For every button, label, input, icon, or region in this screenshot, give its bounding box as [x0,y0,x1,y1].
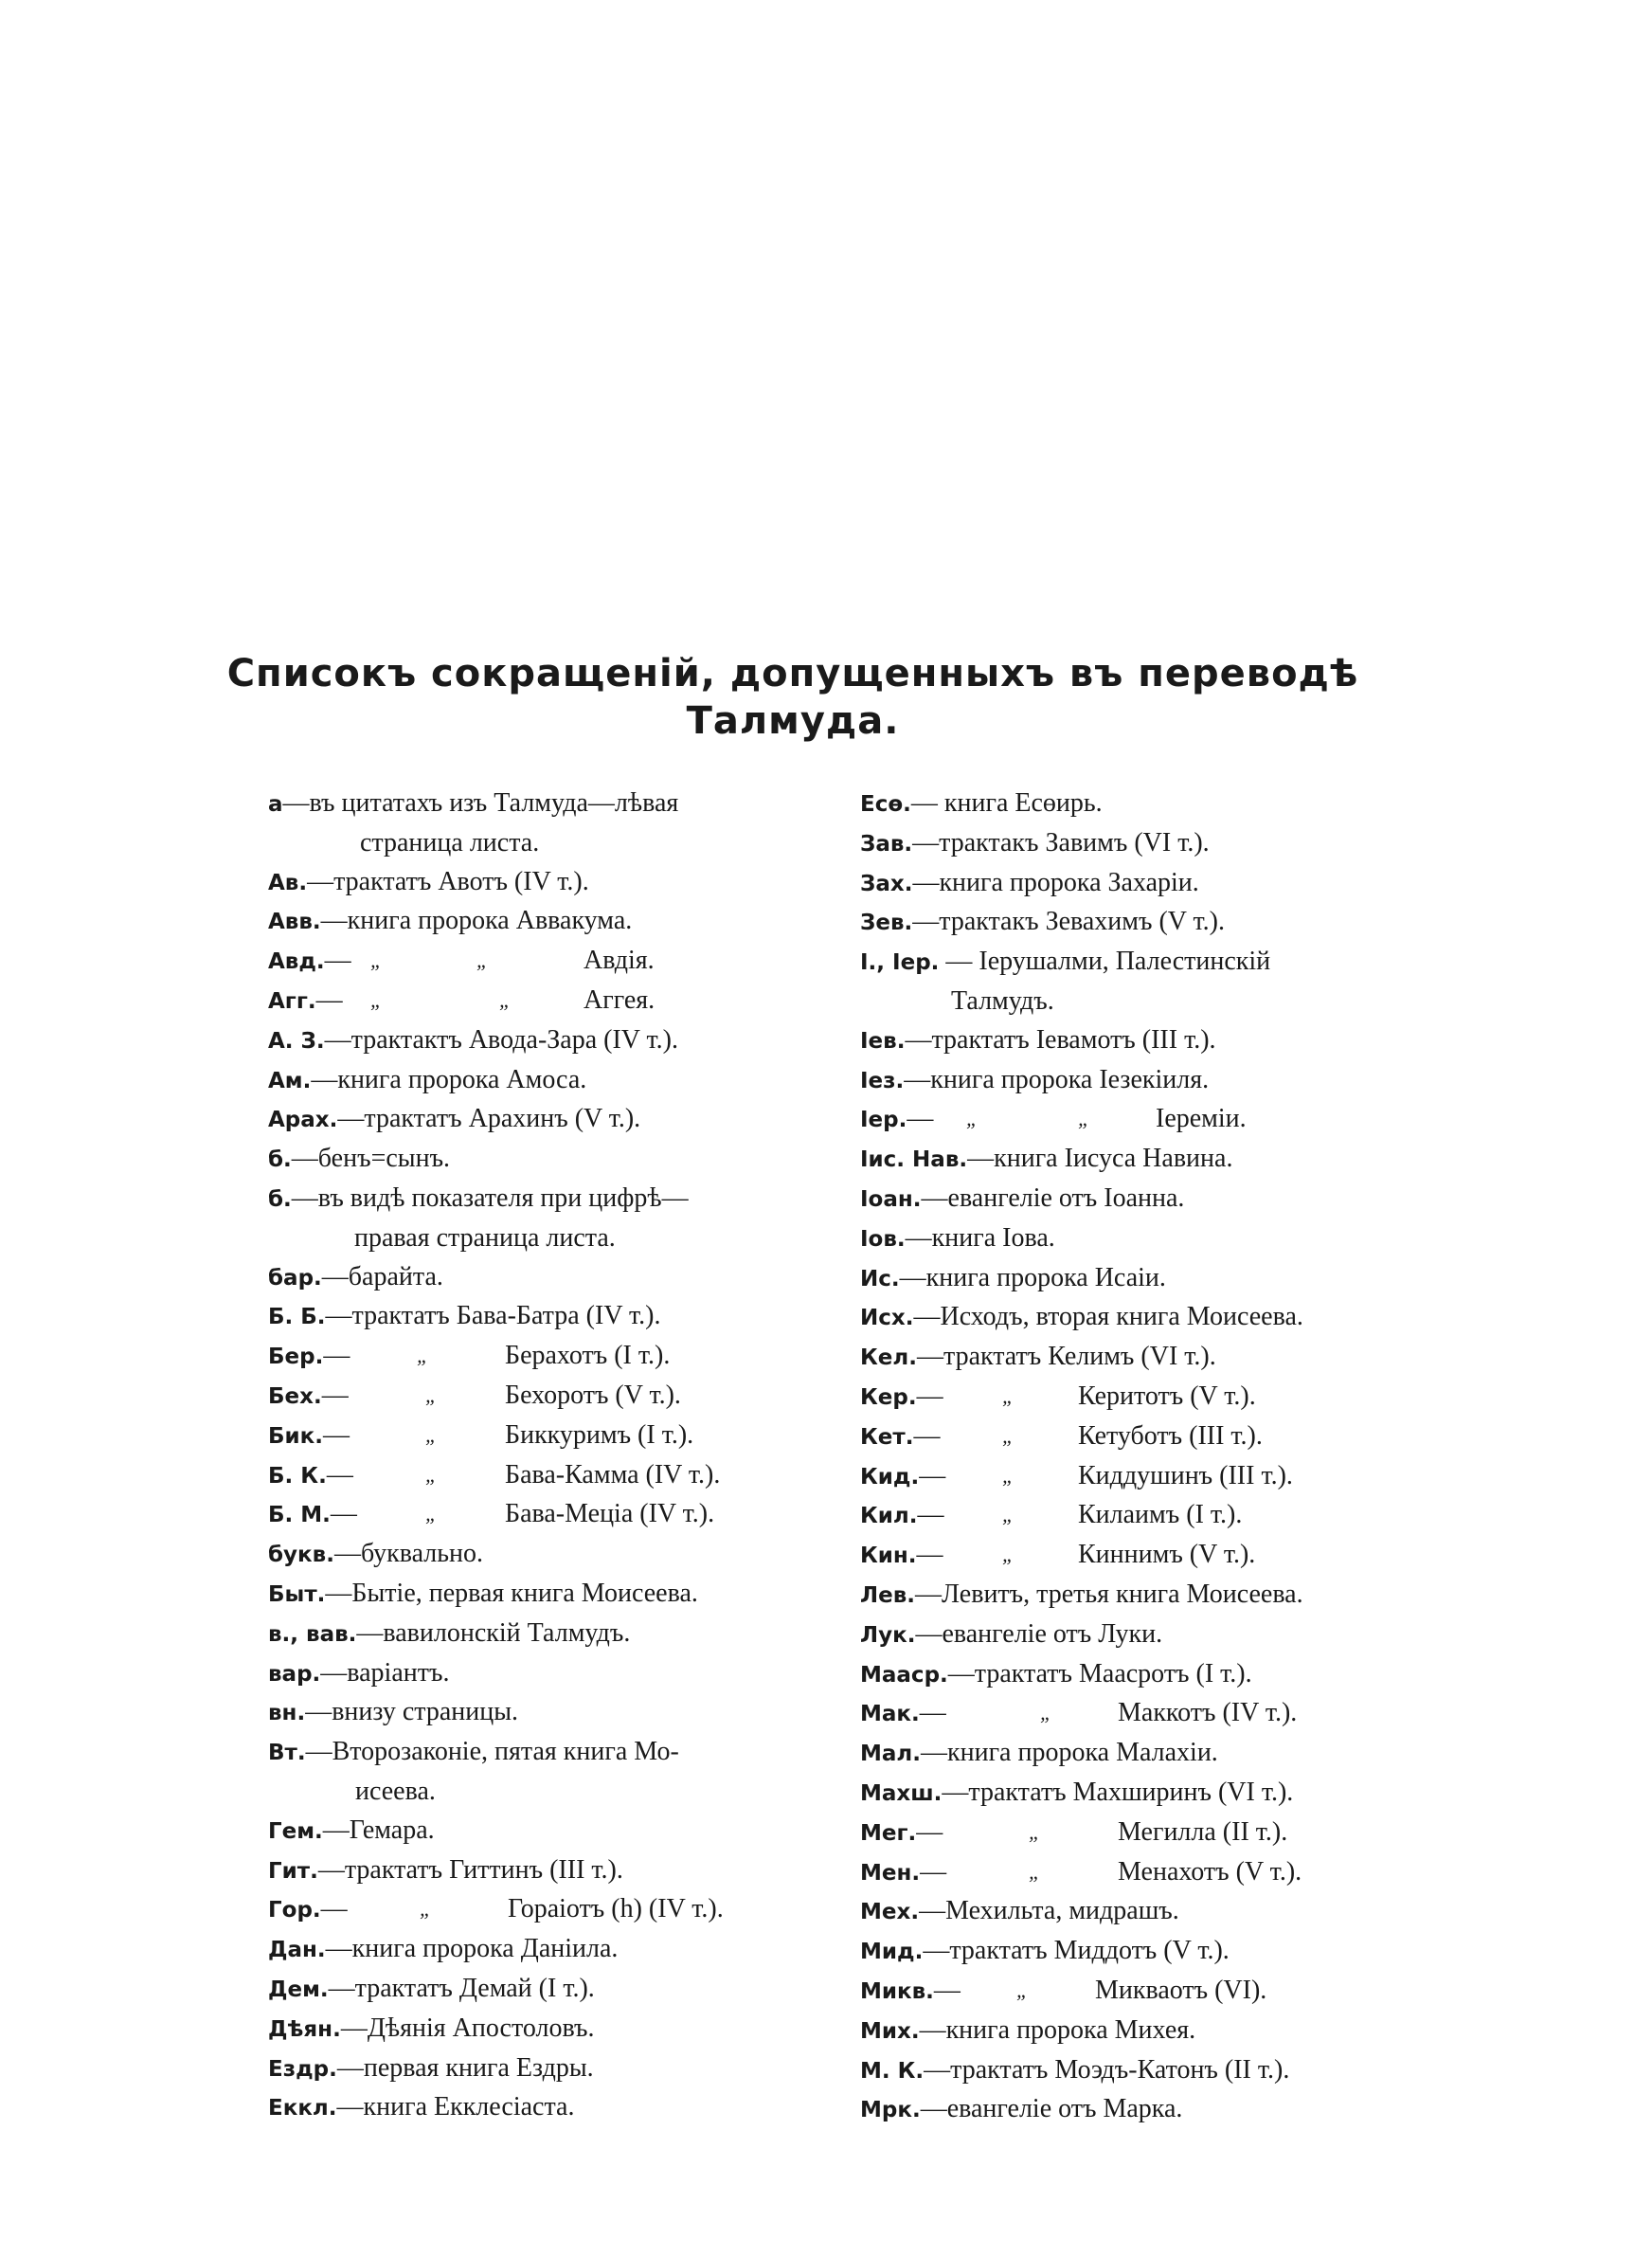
abbreviation: Кет. [860,1424,914,1450]
definition-continuation: страница листа. [360,827,540,858]
definition: —трактакъ Завимъ (VI т.). [912,827,1210,858]
ditto-mark: „ [370,987,383,1012]
definition: —Исходъ, вторая книга Моисеева. [913,1302,1303,1332]
ditto-mark: „ [1002,1463,1015,1488]
abbreviation: Дѣян. [268,2016,341,2042]
definition: — [916,1816,943,1847]
list-item [860,943,1410,1021]
definition: —трактатъ Арахинъ (V т.). [337,1104,641,1134]
definition: —книга пророка Захаріи. [912,867,1199,897]
definition: —бенъ=сынъ. [291,1144,451,1174]
abbreviation: Кел. [860,1345,917,1371]
list-item [860,2012,1410,2051]
definition: — [907,1104,934,1134]
page-title-line-2: Талмуда. [686,699,900,743]
list-item [268,1140,817,1180]
definition: —книга пророка Малахіи. [921,1738,1218,1768]
list-item [860,824,1410,864]
page-title-line-1: Списокъ сокращеній, допущенныхъ въ переводѣ [226,652,1359,695]
definition: —евангеліе отъ Луки. [915,1618,1163,1649]
definition: — [324,946,351,976]
definition: — книга Есөирь. [910,788,1103,818]
list-item [268,1535,817,1575]
abbreviation: Арах. [268,1108,338,1133]
abbreviation: Іез. [860,1068,905,1093]
definition: —книга пророка Михея. [919,2014,1196,2045]
ditto-mark: „ [425,1462,438,1487]
definition: — [916,1540,943,1570]
abbreviation: вн. [268,1701,306,1726]
list-item [860,1576,1410,1616]
abbreviation: Мааср. [860,1662,948,1688]
definition: —Мехильта, мидрашъ. [919,1896,1179,1926]
list-item [860,1496,1410,1536]
definition-continuation: исеева. [355,1776,436,1806]
abbreviation: Мид. [860,1940,924,1965]
abbreviation: Быт. [268,1581,326,1607]
definition: —первая книга Ездры. [336,2052,594,2083]
abbreviation: Еккл. [268,2096,337,2122]
definition-word: Бехоротъ (V т.). [505,1380,681,1410]
list-item [268,1575,817,1615]
list-item [268,1258,817,1298]
ditto-mark: „ [370,948,383,973]
definition: — [320,1894,348,1924]
definition: — [920,1856,947,1887]
definition: —буквально. [333,1539,484,1569]
abbreviation: Лук. [860,1622,916,1648]
definition: —книга Іова. [905,1222,1055,1253]
definition: —трактактъ Авода-Зара (IV т.). [324,1024,678,1055]
abbreviation: Іоан. [860,1186,922,1212]
definition: —варіантъ. [320,1657,450,1688]
definition: —Бытіе, первая книга Моисеева. [325,1578,698,1608]
abbreviation: Кер. [860,1384,917,1410]
definition-word: Гораіотъ (h) (IV т.). [508,1894,724,1924]
list-item [268,942,817,982]
definition: —книга пророка Даніила. [325,1934,619,1964]
list-item [268,1733,817,1812]
list-item [860,785,1410,824]
definition: —Второзаконіе, пятая книга Мо- [305,1737,679,1767]
definition: —евангеліе отъ Іоанна. [921,1183,1185,1213]
definition-word: Берахотъ (I т.). [505,1341,671,1371]
definition: — [323,1341,350,1371]
definition: — [913,1420,941,1451]
definition: —трактатъ Маасротъ (I т.). [947,1658,1252,1688]
definition-word: Бава-Камма (IV т.). [505,1459,721,1490]
list-item [860,1616,1410,1655]
abbreviation: Іев. [860,1028,906,1054]
abbreviation: Мех. [860,1900,920,1925]
definition-word: Киддушинъ (III т.). [1078,1460,1293,1490]
definition: —книга Іисуса Навина. [967,1144,1233,1174]
definition-word: Бава-Меціа (IV т.). [505,1499,715,1529]
abbreviation: Мак. [860,1702,920,1727]
abbreviation: бар. [268,1265,322,1291]
list-item [860,1021,1410,1061]
definition: —Гемара. [322,1815,435,1845]
list-item [860,1655,1410,1695]
definition-word: Авдія. [584,946,655,976]
list-item [860,1457,1410,1497]
list-item [860,1140,1410,1180]
ditto-mark: „ [1002,1383,1015,1408]
list-item [268,1615,817,1654]
definition: — [919,1460,946,1490]
ditto-mark: „ [420,1897,432,1922]
ditto-mark: „ [417,1344,429,1368]
list-item [860,864,1410,904]
abbreviation: М. К. [860,2058,925,2084]
list-item [860,1417,1410,1457]
abbreviation: І., Іер. [860,950,940,976]
list-item [860,1536,1410,1576]
definition: —трактатъ Миддотъ (V т.). [923,1936,1230,1966]
definition: —Левитъ, третья книга Моисеева. [915,1579,1303,1609]
definition: —книга Екклесіаста. [336,2092,575,2122]
definition: —книга пророка Амоса. [311,1064,587,1094]
definition: —трактатъ Бава-Батра (IV т.). [325,1301,661,1331]
list-item [268,1377,817,1417]
definition-continuation: правая страница листа. [354,1222,616,1253]
list-item [268,2088,817,2128]
definition: — [916,1381,943,1411]
list-item [268,1456,817,1496]
ditto-mark: „ [425,1502,438,1526]
abbreviation: Ав. [268,870,308,895]
list-item [860,1814,1410,1853]
abbreviation: Кил. [860,1504,918,1529]
list-item [860,1932,1410,1972]
definition: —трактатъ Гиттинъ (III т.). [317,1854,623,1885]
definition: —евангеліе отъ Марка. [920,2094,1183,2124]
abbreviation: б. [268,1186,292,1212]
definition: —внизу страницы. [305,1697,519,1727]
abbreviation: Бех. [268,1383,322,1409]
definition: — [330,1499,357,1529]
list-item [268,1495,817,1535]
abbreviation: Іис. Нав. [860,1147,968,1173]
ditto-mark: „ [476,948,489,973]
list-item [860,1892,1410,1932]
list-item [268,902,817,942]
list-item [268,1061,817,1101]
abbreviation: Мег. [860,1820,917,1846]
list-item [268,1970,817,2010]
list-item [860,1774,1410,1814]
abbreviation: Авв. [268,910,321,935]
abbreviation: Кин. [860,1544,917,1569]
abbreviation: Гит. [268,1858,318,1884]
list-item [860,1259,1410,1299]
ditto-mark: „ [1078,1107,1090,1131]
list-item [860,1734,1410,1774]
definition: —книга пророка Іезекіиля. [904,1064,1210,1094]
abbreviation: Махш. [860,1780,943,1806]
list-item [268,1930,817,1970]
definition: — [315,984,343,1015]
abbreviation: Кид. [860,1464,920,1490]
definition: —трактакъ Зевахимъ (V т.). [912,907,1225,937]
list-item [860,1180,1410,1219]
definition: — [919,1698,946,1728]
list-item [268,863,817,903]
abbreviation: Дем. [268,1977,329,2002]
list-item [860,1338,1410,1378]
definition: —Дѣянія Апостоловъ. [340,2013,595,2043]
abbreviation: Зав. [860,831,913,857]
abbreviation: А. З. [268,1028,325,1054]
list-item [860,1061,1410,1101]
definition-word: Маккотъ (IV т.). [1118,1698,1298,1728]
ditto-mark: „ [1029,1819,1041,1844]
abbreviation: Вт. [268,1741,306,1766]
definition-word: Биккуримъ (I т.). [505,1419,694,1450]
abbreviation: букв. [268,1543,334,1568]
list-item [860,1694,1410,1734]
list-item [268,1851,817,1891]
abbreviation: Бик. [268,1423,323,1449]
definition: —трактатъ Іевамотъ (III т.). [905,1024,1216,1055]
definition-word: Іереміи. [1156,1104,1247,1134]
abbreviation: Лев. [860,1582,915,1608]
list-item [268,1417,817,1456]
abbreviation: Мрк. [860,2098,921,2123]
abbreviation: Зев. [860,911,913,936]
abbreviation: Гор. [268,1898,321,1923]
definition: —вавилонскій Талмудъ. [356,1617,631,1648]
abbreviation: вар. [268,1661,321,1687]
abbreviation: Іов. [860,1226,906,1252]
list-item [268,1812,817,1851]
definition: —трактатъ Моэдъ-Катонъ (II т.). [924,2054,1290,2085]
list-item [268,982,817,1021]
definition-word: Мегилла (II т.). [1118,1816,1288,1847]
abbreviation: Гем. [268,1818,323,1844]
definition-word: Аггея. [584,984,655,1015]
abbreviation: Б. Б. [268,1305,326,1330]
list-item [268,2010,817,2049]
abbreviation: Бер. [268,1345,324,1370]
definition: —книга пророка Исаіи. [899,1262,1166,1292]
abbreviation: Ам. [268,1068,312,1093]
abbreviation: б. [268,1147,292,1173]
abbreviation: Ездр. [268,2056,337,2082]
abbreviation: Іер. [860,1108,907,1133]
abbreviation: Агг. [268,988,316,1014]
definition: — [321,1380,349,1410]
abbreviation: Б. М. [268,1503,331,1528]
ditto-mark: „ [1002,1503,1015,1527]
abbreviation: Микв. [860,1978,934,2004]
definition: — [917,1500,944,1530]
list-item [860,1972,1410,2012]
ditto-mark: „ [425,1422,438,1447]
list-item [860,903,1410,943]
abbreviation: Ис. [860,1266,900,1291]
abbreviation: Мих. [860,2018,920,2044]
list-item [268,1297,817,1337]
list-item [860,2090,1410,2130]
abbreviation: Авд. [268,949,325,975]
right-column [860,785,1410,2130]
definition: —трактатъ Демай (I т.). [328,1973,595,2003]
list-item [268,1180,817,1258]
list-item [268,1337,817,1377]
list-item [268,1654,817,1694]
ditto-mark: „ [1002,1543,1015,1567]
ditto-mark: „ [425,1382,438,1407]
list-item [268,1890,817,1930]
abbreviation: Мен. [860,1860,921,1886]
definition: —трактатъ Махширинъ (VI т.). [942,1777,1294,1807]
list-item [268,2049,817,2089]
list-item [860,1853,1410,1893]
ditto-mark: „ [966,1107,979,1131]
list-item [268,1693,817,1733]
left-column [268,785,817,2128]
definition-continuation: Талмудъ. [951,985,1054,1016]
ditto-mark: „ [1002,1423,1015,1448]
definition: —барайта. [321,1261,443,1291]
ditto-mark: „ [1040,1701,1052,1725]
definition-word: Кетуботъ (III т.). [1078,1420,1263,1451]
definition: —въ цитатахъ изъ Талмуда—лѣвая [282,788,679,818]
definition: — [933,1975,961,2005]
definition-word: Киннимъ (V т.). [1078,1540,1256,1570]
list-item [860,2051,1410,2091]
list-item [860,1219,1410,1259]
abbreviation: Б. К. [268,1463,327,1489]
abbreviation: Зах. [860,871,913,896]
list-item [268,1100,817,1140]
list-item [860,1100,1410,1140]
list-item [268,1021,817,1061]
definition: —трактатъ Авотъ (IV т.). [307,866,589,896]
list-item [268,785,817,863]
abbreviation: Дан. [268,1938,326,1963]
abbreviation: а [268,792,283,817]
definition: — Іерушалми, Палестинскій [939,947,1271,977]
abbreviation: Есө. [860,792,911,817]
definition: — [323,1419,350,1450]
definition: —въ видѣ показателя при цифрѣ— [291,1183,689,1213]
ditto-mark: „ [499,987,512,1012]
definition-word: Килаимъ (I т.). [1078,1500,1243,1530]
abbreviation: Мал. [860,1742,921,1767]
ditto-mark: „ [1016,1977,1029,2002]
definition-word: Менахотъ (V т.). [1118,1856,1302,1887]
definition: —книга пророка Аввакума. [320,906,633,936]
definition-word: Керитотъ (V т.). [1078,1381,1256,1411]
abbreviation: Исх. [860,1306,914,1331]
definition: —трактатъ Келимъ (VI т.). [916,1342,1216,1372]
definition-word: Микваотъ (VI). [1095,1975,1267,2005]
abbreviation: в., вав. [268,1621,357,1647]
definition: — [326,1459,353,1490]
list-item [860,1378,1410,1417]
ditto-mark: „ [1029,1859,1041,1884]
list-item [860,1298,1410,1338]
